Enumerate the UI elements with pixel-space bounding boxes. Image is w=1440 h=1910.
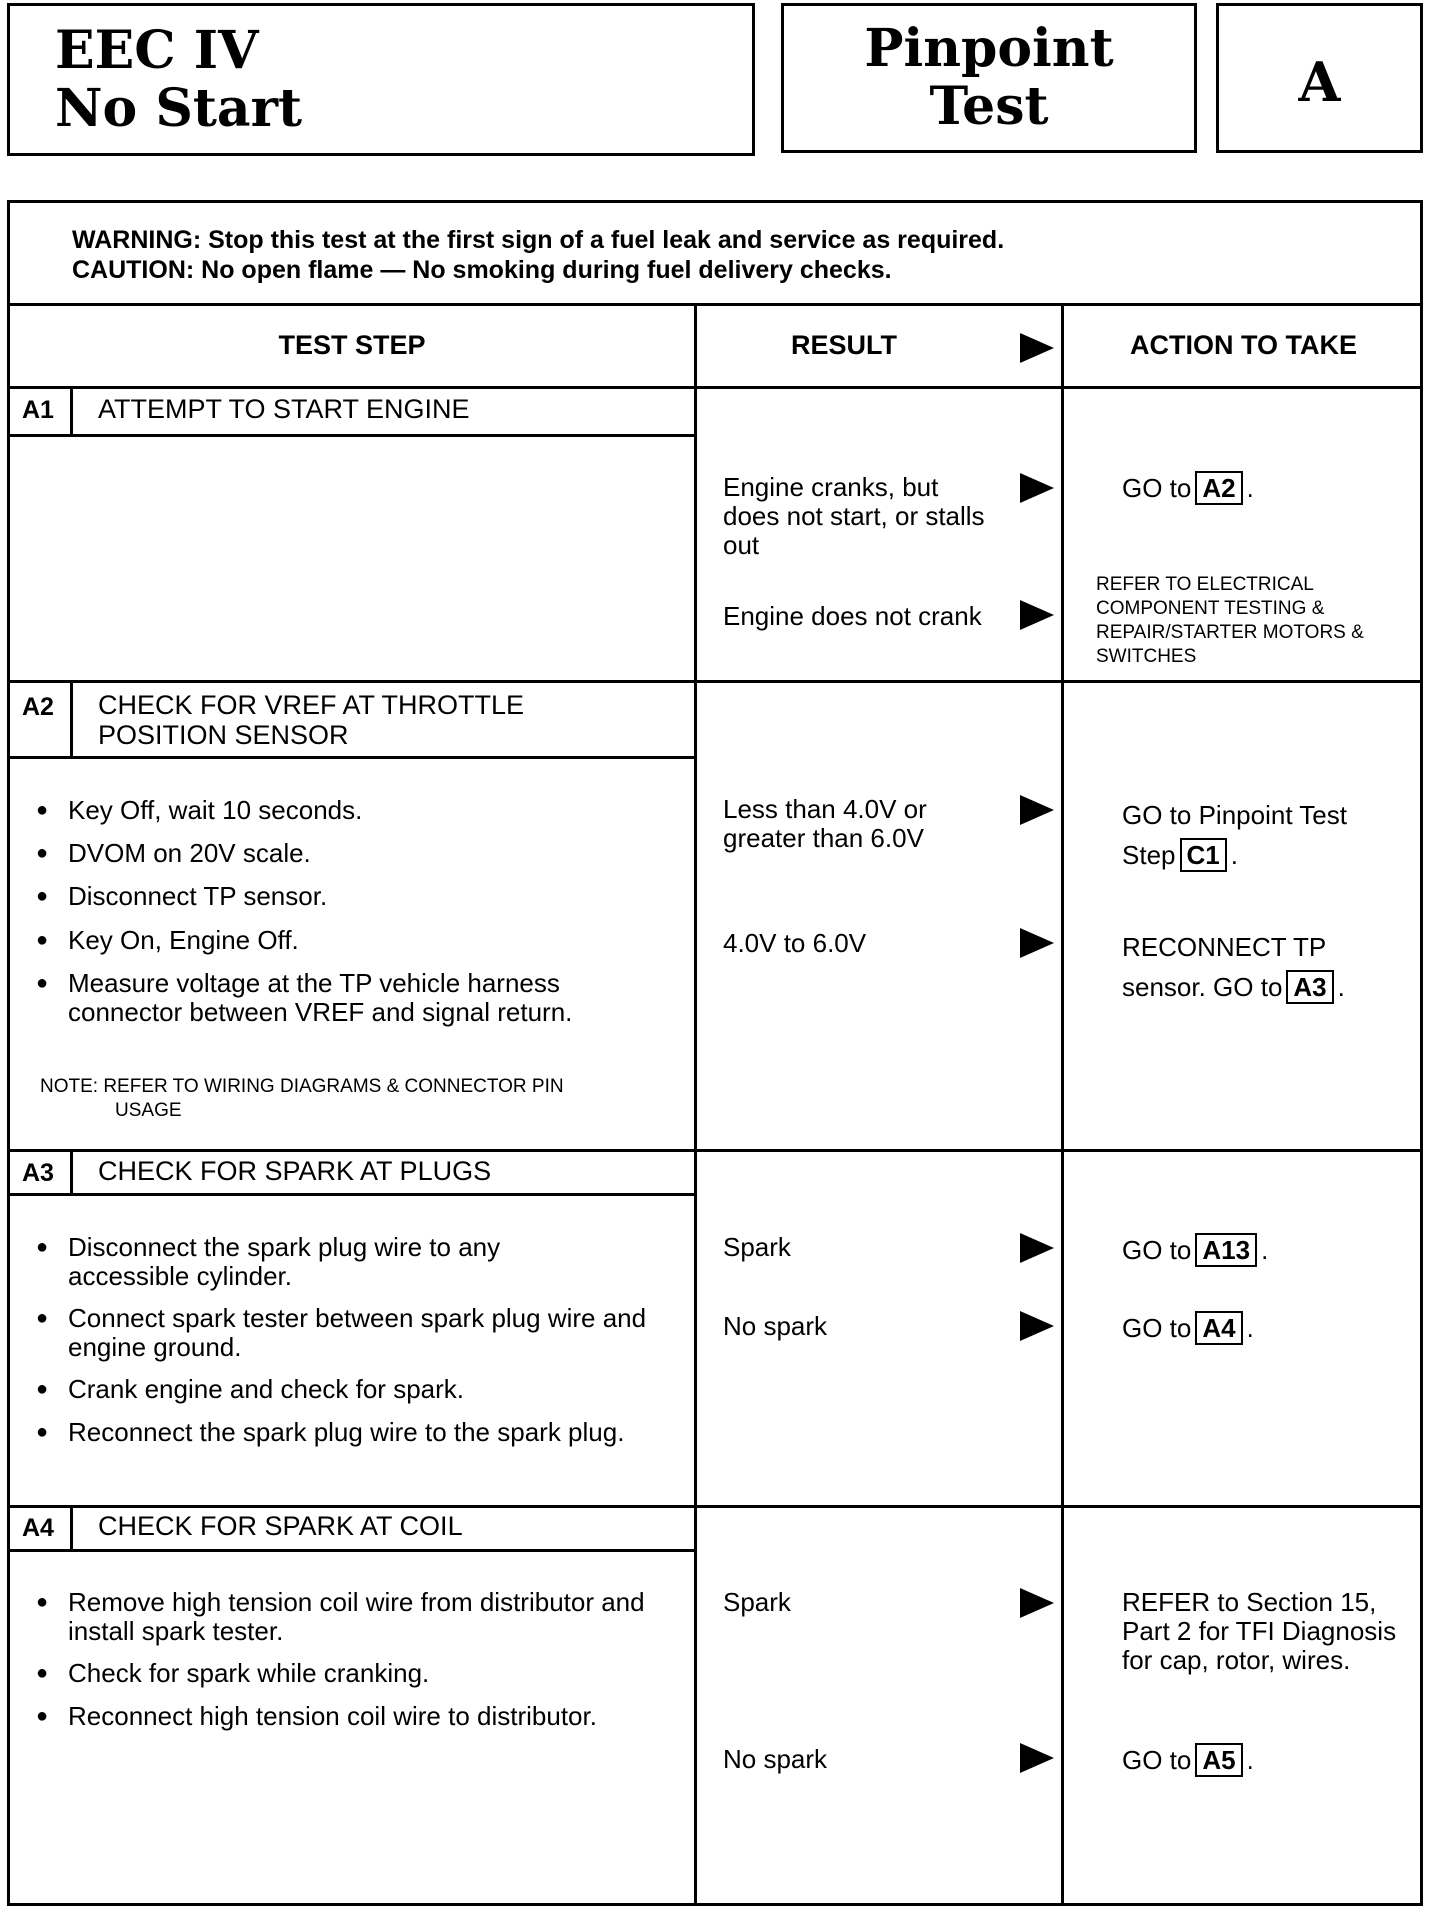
result-text: Less than 4.0V or greater than 6.0V [723, 794, 927, 853]
step-reference-box: A2 [1195, 471, 1242, 505]
column-divider [1061, 303, 1064, 1903]
arrow-icon [1020, 1588, 1054, 1618]
action-text: REFER to Section 15, Part 2 for TFI Diagnosis for cap, rotor, wires. [1122, 1587, 1397, 1675]
list-item: ● Measure voltage at the TP vehicle harness connector between VREF and signal return. [36, 969, 668, 1027]
column-header-test-step: TEST STEP [278, 330, 426, 360]
divider [10, 1549, 694, 1552]
list-item: ● Disconnect TP sensor. [36, 882, 688, 911]
action-text: REFER TO ELECTRICAL COMPONENT TESTING & REPAIR/STARTER MOTORS & SWITCHES [1096, 574, 1364, 667]
step-title: CHECK FOR SPARK AT COIL [98, 1511, 463, 1541]
divider [10, 1193, 694, 1196]
arrow-icon [1020, 473, 1054, 503]
test-letter-box [1216, 3, 1423, 153]
test-type-box [781, 3, 1197, 153]
list-item: ● Connect spark tester between spark plug wire and engine ground. [36, 1304, 688, 1362]
title-box [7, 3, 755, 156]
divider [70, 1505, 73, 1549]
step-id: A4 [22, 1514, 54, 1542]
result-text: Engine does not crank [723, 601, 982, 631]
divider [70, 1149, 73, 1193]
step-id: A2 [22, 693, 54, 721]
list-item: ● Key On, Engine Off. [36, 926, 688, 955]
divider [70, 386, 73, 434]
step-reference-box: C1 [1180, 838, 1227, 872]
list-item: ● Check for spark while cranking. [36, 1659, 688, 1688]
arrow-icon [1020, 1311, 1054, 1341]
action-text: GO to A2 . [1122, 473, 1254, 503]
step-title: CHECK FOR SPARK AT PLUGS [98, 1156, 492, 1186]
divider [10, 1505, 1420, 1508]
arrow-icon [1020, 1233, 1054, 1263]
arrow-icon [1020, 928, 1054, 958]
arrow-icon [1020, 333, 1054, 363]
step-title: ATTEMPT TO START ENGINE [98, 394, 470, 424]
action-text: RECONNECT TP sensor. GO to A3 . [1122, 932, 1345, 1002]
column-divider [694, 303, 697, 1903]
column-header-action: ACTION TO TAKE [1130, 330, 1357, 360]
pinpoint-test-table [7, 200, 1423, 1906]
note-text: NOTE: REFER TO WIRING DIAGRAMS & CONNECTOR PIN USAGE [40, 1076, 564, 1121]
divider [10, 756, 694, 759]
step-reference-box: A3 [1286, 970, 1333, 1004]
divider [70, 680, 73, 756]
list-item: ● Reconnect high tension coil wire to distributor. [36, 1702, 708, 1731]
divider [10, 434, 694, 437]
document-title: EEC IV No Start [55, 20, 302, 139]
divider [10, 303, 1420, 306]
list-item: ● DVOM on 20V scale. [36, 839, 688, 868]
warning-block: WARNING: Stop this test at the first sign of a fuel leak and service as required. CAUTION: No open flame — No smoking during fuel delivery checks. [72, 226, 1005, 284]
result-text: Engine cranks, but does not start, or stalls out [723, 472, 985, 560]
result-text: 4.0V to 6.0V [723, 928, 867, 958]
action-text: GO to A5 . [1122, 1745, 1254, 1775]
list-item: ● Remove high tension coil wire from distributor and install spark tester. [36, 1588, 688, 1646]
arrow-icon [1020, 600, 1054, 630]
step-reference-box: A4 [1195, 1311, 1242, 1345]
column-header-result: RESULT [791, 330, 897, 360]
arrow-icon [1020, 1743, 1054, 1773]
step-id: A1 [22, 396, 54, 424]
result-text: No spark [723, 1744, 828, 1774]
result-text: Spark [723, 1232, 791, 1262]
action-text: GO to Pinpoint Test Step C1 . [1122, 800, 1347, 870]
arrow-icon [1020, 795, 1054, 825]
divider [10, 680, 1420, 683]
divider [10, 386, 1420, 389]
step-id: A3 [22, 1159, 54, 1187]
test-letter: A [1298, 50, 1341, 114]
divider [10, 1149, 1420, 1152]
action-text: GO to A13 . [1122, 1235, 1269, 1265]
result-text: Spark [723, 1587, 791, 1617]
step-title: CHECK FOR VREF AT THROTTLE POSITION SENSOR [98, 690, 525, 750]
test-type-label: Pinpoint Test [864, 18, 1114, 137]
step-reference-box: A13 [1195, 1233, 1257, 1267]
action-text: GO to A4 . [1122, 1313, 1254, 1343]
step-reference-box: A5 [1195, 1743, 1242, 1777]
list-item: ● Reconnect the spark plug wire to the spark plug. [36, 1418, 668, 1447]
list-item: ● Crank engine and check for spark. [36, 1375, 688, 1404]
list-item: ● Disconnect the spark plug wire to any accessible cylinder. [36, 1233, 628, 1291]
result-text: No spark [723, 1311, 828, 1341]
list-item: ● Key Off, wait 10 seconds. [36, 796, 688, 825]
